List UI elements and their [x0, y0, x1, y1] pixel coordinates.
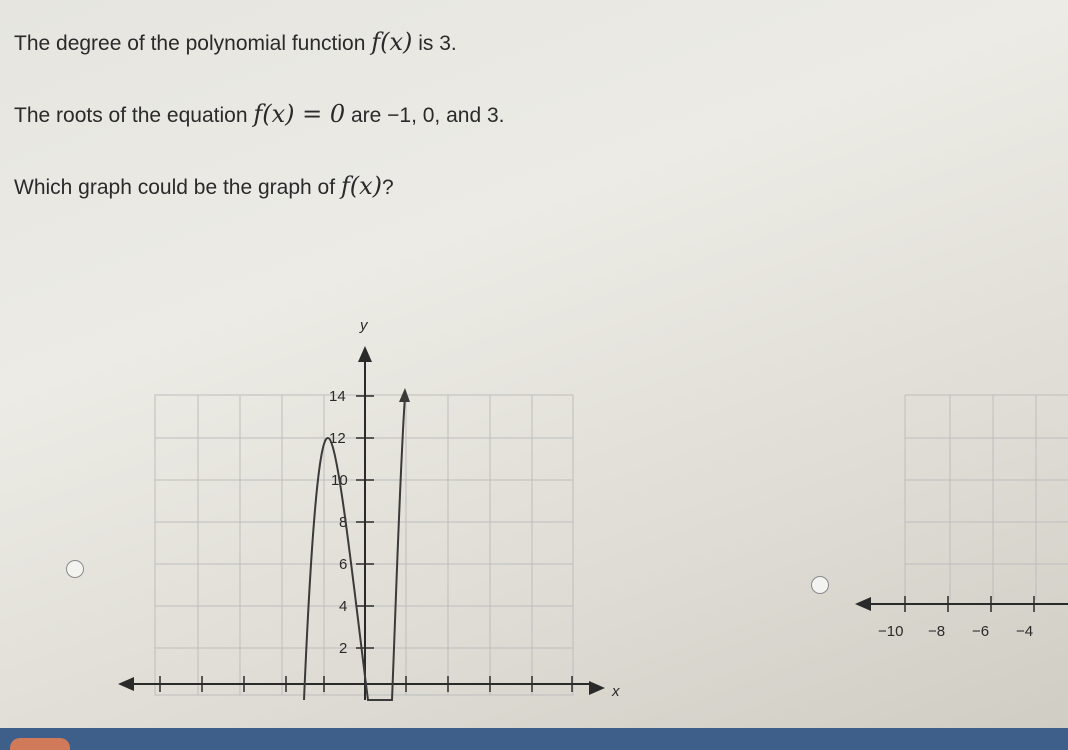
graph-b-x-tick-label: −6: [972, 623, 990, 640]
equation-notation: f(x) = 0: [253, 100, 346, 128]
function-notation: f(x): [371, 28, 413, 56]
graph-b-x-tick-label: −8: [928, 623, 946, 640]
roots-text-prefix: The roots of the equation: [14, 104, 254, 127]
prompt-function-notation: f(x): [340, 172, 383, 200]
graph-a-y-tick-label: 14: [329, 388, 346, 405]
prompt-text-prefix: Which graph could be the graph of: [14, 176, 341, 199]
graph-b-x-tick-label: −4: [1016, 623, 1034, 640]
graph-a-x-axis-label: x: [612, 683, 620, 700]
graph-b-grid: [905, 395, 1068, 600]
taskbar: [0, 728, 1068, 750]
graph-a-y-tick-label: 10: [331, 472, 348, 489]
graph-a-y-tick-label: 12: [329, 430, 346, 447]
prompt-text-suffix: ?: [382, 176, 394, 199]
graph-a-y-tick-label: 6: [339, 556, 348, 573]
graph-a-y-tick-label: 2: [339, 640, 348, 657]
degree-text-suffix: is 3.: [412, 32, 457, 55]
graph-b-x-tick-label: −10: [878, 623, 904, 640]
graph-a-y-tick-label: 4: [339, 598, 348, 615]
graph-a-curve: [304, 396, 405, 700]
taskbar-accent: [10, 738, 70, 750]
degree-text-prefix: The degree of the polynomial function: [14, 32, 372, 55]
graph-a-y-axis-label: y: [360, 317, 368, 334]
roots-text-suffix: are −1, 0, and 3.: [345, 104, 505, 127]
graph-a-y-tick-label: 8: [339, 514, 348, 531]
graph-a-y-axis: [356, 346, 374, 700]
